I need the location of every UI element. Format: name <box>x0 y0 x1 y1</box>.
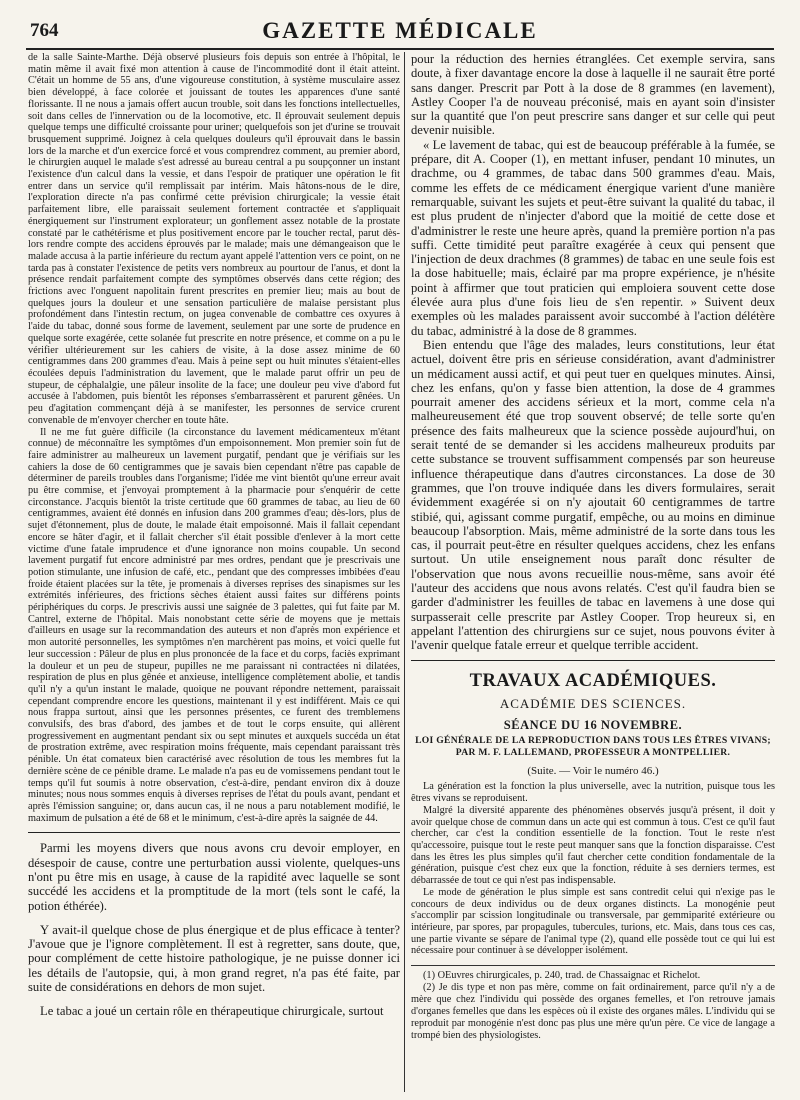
right-paragraph-2: « Le lavement de tabac, qui est de beaucoup préférable à la fumée, se prépare, dit A. Cooper (1), en mettant infuser, pendant 10 minutes, un drachme, ou 4 grammes, de tabac dans 500 grammes d'eau. Mais, comme les effets de ce médicament énergique varient d'une manière remarquable, suivant les sujets et peut-être suivant la qualité du tabac, il est plus prudent de n'injecter d'abord que la moitié de cette dose et d'administrer le reste une heure après, quand la première portion n'a pas suffi. Cette timidité peut paraître exagérée à ceux qui pensent que l'injection de deux drachmes (8 grammes) de tabac en une seule fois est la dose habituelle; mais, éclairé par ma propre expérience, je n'hésite point à affirmer que tout praticien qui emploiera souvent cette dose élevée aura plus d'une fois lieu de s'en repentir. » Suivent deux exemples où les malades paraissent avoir succombé à l'action délétère du tabac, administré à la dose de 8 grammes. <box>411 137 775 338</box>
academy-paragraph-2: Malgré la diversité apparente des phénomènes observés jusqu'à présent, il doit y avoir quelque chose de commun dans un acte qui est commun à tous. C'est ce qu'il faut chercher, car c'est la condition essentielle de la fonction. Tout le reste n'est qu'accessoire, puisque tout le reste peut manquer sans que la fonction disparaisse. C'est dans les êtres les plus simples qu'il faut chercher cette condition fondamentale de la génération, puisque c'est chez eux que la fonction, réduite à ses derniers termes, est débarrassée de tout ce qui n'est pas indispensable. <box>411 804 775 887</box>
right-paragraph-1: pour la réduction des hernies étranglées. Cet exemple servira, sans doute, à fixer davantage encore la dose à laquelle il ne saurait être porté sans danger. Prescrit par Pott à la dose de 8 grammes (en lavement), Astley Cooper l'a de nouveau préconisé, mais en ayant soin d'insister sur la quantité que l'on peut prescrire sans danger et sur celle qui peut devenir nuisible. <box>411 52 775 138</box>
footnotes <box>411 965 775 1042</box>
seance-heading: SÉANCE DU 16 NOVEMBRE. <box>503 718 683 733</box>
academy-paragraph-1: La génération est la fonction la plus universelle, avec la nutrition, puisque tous les êtres vivans se reproduisent. <box>411 781 775 805</box>
page-number: 764 <box>30 20 59 41</box>
footnote-2: (2) Je dis type et non pas mère, comme on fait ordinairement, parce qu'il n'y a de mère que chez l'individu qui possède des organes femelles, et l'on retrouve jamais d'organes femelles que dans les espèces où il existe des organes mâles. L'individu qui se reproduit par monogénie n'est donc pas plus une mère qu'un père. Ce vice de langage a trompé bien des physiologistes. <box>411 982 775 1042</box>
right-paragraph-3: Bien entendu que l'âge des malades, leurs constitutions, leur état actuel, doivent être pris en sérieuse considération, avant d'administrer un médicament aussi actif, et qui peut tuer en quelques minutes. Ainsi, chez les enfans, qu'on y fasse bien attention, la dose de 4 grammes pourrait amener des accidens sérieux et la mort, comme cela n'a malheureusement été que trop souvent observé; de telle sorte qu'en présence des faits malheureux que la science possède aujourd'hui, on serait tenté de se demander si les accidens malheureux produits par cette substance se trouvent suffisamment compensés par son heureuse influence thérapeutique dans d'autres circonstances. La dose de 30 grammes, que l'on trouve indiquée dans les divers formulaires, serait évidemment exagérée si on n'y ajoutait 60 centigrammes de tartre stibié, qui, agissant comme purgatif, empêche, ou au moins en diminue beaucoup l'absorption. Mais, même administré de la sorte dans tous les cas, il pourrait peut-être en résulter quelques accidens, chez les enfans surtout. Un utile enseignement nous paraît donc résulter de l'observation que nous avons recueillie nous-même, sans avoir été l'auteur des accidens que nous avons relatés. C'est qu'il faudra bien se garder d'administrer les feuilles de tabac en lavemens à une dose qui surpasserait celle prescrite par Astley Cooper. Trop heureux si, en appelant l'attention des chirurgiens sur ce sujet, nous pouvons éviter à l'avenir quelque fatale erreur et quelque terrible accident. <box>411 337 775 653</box>
left-separator <box>28 832 400 833</box>
right-column <box>411 52 775 1092</box>
academy-paragraph-3: Le mode de génération le plus simple est sans contredit celui qui n'exige pas le concours de deux individus ou de deux organes distincts. La monogénie peut s'accomplir par scission longitudinale ou transversale, par gemmiparité extérieure ou intérieure, par spores, par propagules, tubercules, turions, etc. Mais, dans tous ces cas, une partie vivante se sépare de l'animal type (2), quand elle possède tout ce qui lui est nécessaire pour continuer à se développer isolément. <box>411 886 775 957</box>
right-small-text <box>411 781 775 957</box>
page-header <box>26 14 774 50</box>
left-large-paragraph-3: Le tabac a joué un certain rôle en thérapeutique chirurgicale, surtout <box>40 1004 384 1019</box>
footnote-1: (1) OEuvres chirurgicales, p. 240, trad. de Chassaignac et Richelot. <box>423 970 701 982</box>
masthead-title: GAZETTE MÉDICALE <box>262 18 538 43</box>
section-title: TRAVAUX ACADÉMIQUES. <box>469 671 717 692</box>
right-large-text <box>411 52 775 652</box>
left-large-paragraph-1: Parmi les moyens divers que nous avons cru devoir employer, en désespoir de cause, contre une perturbation aussi violente, quelques-uns n'ont pu être mis en usage, à cause de la rapidité avec laquelle se sont succédé les accidens et la promptitude de la mort (tels sont le café, la potion éthérée). <box>28 841 400 913</box>
left-paragraph-2: Il ne me fut guère difficile (la circonstance du lavement médicamenteux m'étant connue) de méconnaître les symptômes d'un empoisonnement. Mon premier soin fut de faire administrer au malheureux un lavement purgatif, pendant que je vérifiais sur les cahiers la dose de 60 centigrammes que je savais bien cependant n'être pas capable de déterminer de pareils troubles dans l'organisme; l'idée me vint bientôt qu'une erreur avait pu être commise, et j'envoyai promptement à la pharmacie pour s'enquérir de cette circonstance. J'acquis bientôt la triste certitude que 60 grammes de tabac, au lieu de 60 centigrammes, avaient été donnés en infusion dans 200 grammes d'eau; dès-lors, plus de sujet d'étonnement, plus de doute, le malade était empoisonné. Mais il fallait cependant encore se hâter d'agir, et il fallait chercher s'il était possible d'enlever à la mort cette victime d'une fatale imprudence et d'une ignorance non moins coupable. Un second lavement purgatif fut encore administré par mes ordres, pendant que je prescrivais une potion stimulante, une infusion de café, etc., pendant que des compresses imbibées d'eau froide étaient placées sur la tête, je promenais à diverses reprises des sinapismes sur les extrémités inférieures, des frictions sèches étaient aussi faites sur différens points périphériques du corps. Je prescrivis aussi une saignée de 3 palettes, qui fut faite par M. Cantrel, externe de l'hôpital. Mais nonobstant cette série de moyens que je mettais d'ailleurs en usage sur la recommandation des auteurs et non d'après mon expérience et mon autorité personnelles, les symptômes n'en marchèrent pas moins, et voici quelle fut leur succession : Pâleur de plus en plus prononcée de la face et du corps, faciès exprimant la douleur et un peu de stupeur, pupilles ne me paraissant ni contractées ni dilatées, respiration de plus en plus gênée et anxieuse, intelligence complètement abolie, et tandis qu'il n'y a qu'un instant le malade, quoique ne pouvant répondre nettement, paraissait cependant comprendre encore les questions, maintenant il y est indifférent. Mais ce qui nous frappa surtout, ainsi que les personnes présentes, ce furent des tremblemens convulsifs, des bras d'abord, des jambes et de tout le corps ensuite, qui allèrent progressivement en augmentant pendant six ou sept minutes et auxquels succéda un état de prostration extrême, avec respiration moins fréquente, mais cependant paraissant très pénible. Un état comateux bien caractérisé avec résolution de tous les membres fut la dernière scène de ce pénible drame. Le malade n'a pas eu de vomissemens pendant tout le temps qu'il fut soumis à notre observation, c'est-à-dire, pendant environ dix à douze minutes; nous nous sommes enquis à diverses reprises de l'état du pouls avant, pendant et après l'émission sanguine; or, dans aucun cas, il ne nous a paru notablement modifié, le maximum de pulsation a été de 68 et le minimum, c'est-à-dire après la saignée de 44. <box>28 426 400 824</box>
left-large-text <box>28 841 400 1018</box>
continuation-note: (Suite. — Voir le numéro 46.) <box>527 765 659 778</box>
left-column <box>28 52 400 1092</box>
academy-heading: ACADÉMIE DES SCIENCES. <box>499 696 687 712</box>
left-small-text <box>28 52 400 824</box>
left-large-paragraph-2: Y avait-il quelque chose de plus énergique et de plus efficace à tenter? J'avoue que je l'ignore complètement. Il est à regretter, sans doute, que, pour complément de cette histoire pathologique, je ne puisse donner ici les détails de l'autopsie, qui, à mon grand regret, n'a pas été faite, par suite de considérations en dehors de mon sujet. <box>28 922 400 995</box>
right-separator <box>411 660 775 661</box>
column-divider <box>404 52 405 1092</box>
article-title: LOI GÉNÉRALE DE LA REPRODUCTION DANS TOUS LES ÊTRES VIVANS; PAR M. F. LALLEMAND, PROFESSEUR A MONTPELLIER. <box>415 735 771 759</box>
left-paragraph-1: de la salle Sainte-Marthe. Déjà observé plusieurs fois depuis son entrée à l'hôpital, le matin même il avait fixé mon attention à cause de l'incommodité dont il était atteint. C'était un homme de 55 ans, d'une vigoureuse constitution, à système musculaire assez bien développé, à face colorée et jouissant de toutes les apparences d'une santé florissante. Il ne nous a jamais offert aucun trouble, soit dans les fonctions intellectuelles, soit dans celles de l'innervation ou de la locomotive, etc. Il éprouvait seulement depuis quelque temps une difficulté croissante pour uriner; quelquefois son jet d'urine se trouvait brusquement supprimé. Joignez à cela quelques douleurs qu'il éprouvait dans le bassin lors de la marche et d'un exercice forcé et vous comprendrez comment, au premier abord, le chirurgien auquel le malade s'est adressé au bureau central a pu soupçonner un instant l'existence d'un calcul dans la vessie, et dans l'espoir de pratiquer une opération le fit entrer dans un service qu'il remplissait par intérim. Mais hâtons-nous de le dire, l'exploration directe n'a pas confirmé cette prévision chirurgicale; la vessie était parfaitement libre, elle paraissait seulement fortement contractée et s'appliquait énergiquement sur l'instrument explorateur; un gonflement assez notable de la prostate constaté par le cathétérisme et plus positivement encore par le toucher rectal, parut dès-lors rendre compte des accidens éprouvés par le malade; mais une démangeaison que le malade accusa à la partie inférieure du rectum ayant appelé l'attention vers ce point, on ne tarda pas à constater l'existence de petits vers nombreux au pourtour de l'anus, et dont la présence rendait parfaitement compte des symptômes observés dans cette région; des frictions avec l'onguent napolitain furent prescrites en premier lieu; mais au bout de quelques jours la douleur et une sensation particulière de malaise persistant plus profondément dans l'intestin rectum, on jugea convenable de combattre ces oxyures à l'aide du tabac, donné sous forme de lavement, seulement par une sorte de prudence en quelque sorte exagérée, cette solanée fut prescrite en notre présence, et comme on a pu le vérifier ultérieurement sur les cahiers de visite, à la dose assez minime de 60 centigrammes dans 200 grammes d'eau. Mais à peine sept ou huit minutes s'étaient-elles écoulées depuis l'administration du lavement, que le malade parut offrir un peu de stupeur, de céphalalgie, une pâleur insolite de la face; une douleur peu vive d'abord fut accusée à l'abdomen, puis bientôt les réponses s'embarrassèrent et parurent gênées. Un peu d'agitation commençant déjà à se manifester, les personnes de service crurent convenable de m'envoyer chercher en toute hâte. <box>28 52 400 426</box>
